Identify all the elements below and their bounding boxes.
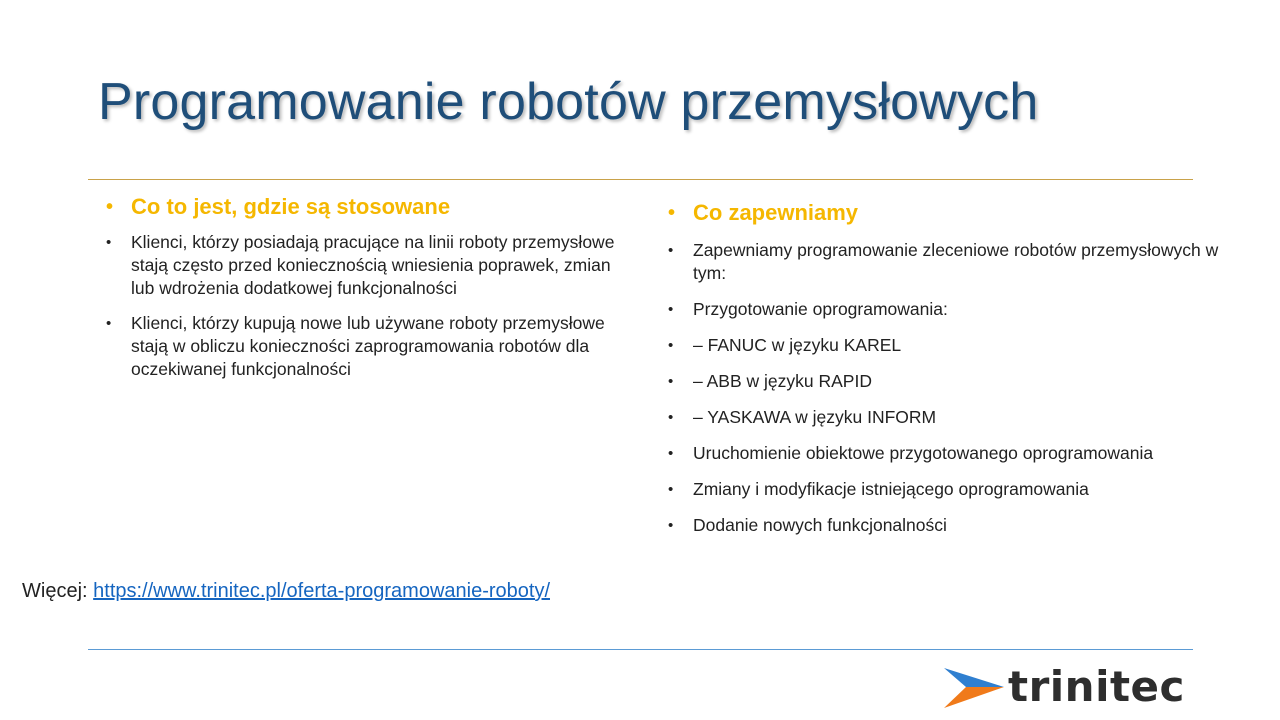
heading-text: Co zapewniamy — [693, 200, 859, 225]
bullet-icon: • — [106, 234, 112, 251]
bullet-icon: • — [668, 445, 674, 462]
bullet-icon: • — [668, 301, 674, 318]
bullet-icon: • — [106, 315, 112, 332]
list-item-text: Klienci, którzy kupują nowe lub używane roboty przemysłowe stają w obliczu konieczności zaprogramowania robotów dla oczekiwanej funkcjonalności — [131, 313, 605, 379]
offer-link[interactable]: https://www.trinitec.pl/oferta-programowanie-roboty/ — [93, 580, 550, 602]
list-item — [668, 239, 1248, 285]
trinitec-logo — [944, 664, 1185, 710]
list-item-text: – FANUC w języku KAREL — [693, 335, 902, 355]
left-column — [106, 192, 616, 393]
bullet-icon: • — [106, 196, 114, 218]
bullet-icon: • — [668, 202, 676, 224]
list-item — [668, 406, 1248, 429]
list-item — [668, 370, 1248, 393]
list-item-text: – ABB w języku RAPID — [693, 371, 872, 391]
bullet-icon: • — [668, 373, 674, 390]
logo-text: trinitec — [1008, 662, 1185, 711]
list-item — [668, 442, 1248, 465]
list-item-text: – YASKAWA w języku INFORM — [693, 407, 937, 427]
list-item-text: Klienci, którzy posiadają pracujące na linii roboty przemysłowe stają często przed koniecznością wniesienia poprawek, zmian lub wdrożenia dodatkowej funkcjonalności — [131, 232, 615, 298]
list-item — [668, 298, 1248, 321]
list-item-text: Zmiany i modyfikacje istniejącego oprogramowania — [693, 479, 1089, 499]
list-item-text: Zapewniamy programowanie zleceniowe robotów przemysłowych w tym: — [693, 240, 1219, 283]
left-column-heading — [106, 192, 616, 222]
bottom-divider — [88, 649, 1193, 650]
list-item-text: Dodanie nowych funkcjonalności — [693, 515, 947, 535]
right-column-heading — [668, 198, 1248, 228]
arrow-logo-icon — [944, 666, 1004, 708]
bullet-icon: • — [668, 517, 674, 534]
list-item — [106, 231, 616, 300]
list-item — [668, 514, 1248, 537]
more-info — [22, 580, 550, 603]
bullet-icon: • — [668, 242, 674, 259]
heading-text: Co to jest, gdzie są stosowane — [131, 194, 451, 219]
top-divider — [88, 179, 1193, 180]
bullet-icon: • — [668, 481, 674, 498]
list-item-text: Uruchomienie obiektowe przygotowanego oprogramowania — [693, 443, 1154, 463]
list-item — [106, 312, 616, 381]
slide-title: Programowanie robotów przemysłowych — [98, 73, 1039, 131]
list-item-text: Przygotowanie oprogramowania: — [693, 299, 948, 319]
list-item — [668, 334, 1248, 357]
bullet-icon: • — [668, 409, 674, 426]
more-label: Więcej: — [22, 580, 88, 602]
bullet-icon: • — [668, 337, 674, 354]
right-column — [668, 198, 1248, 550]
list-item — [668, 478, 1248, 501]
